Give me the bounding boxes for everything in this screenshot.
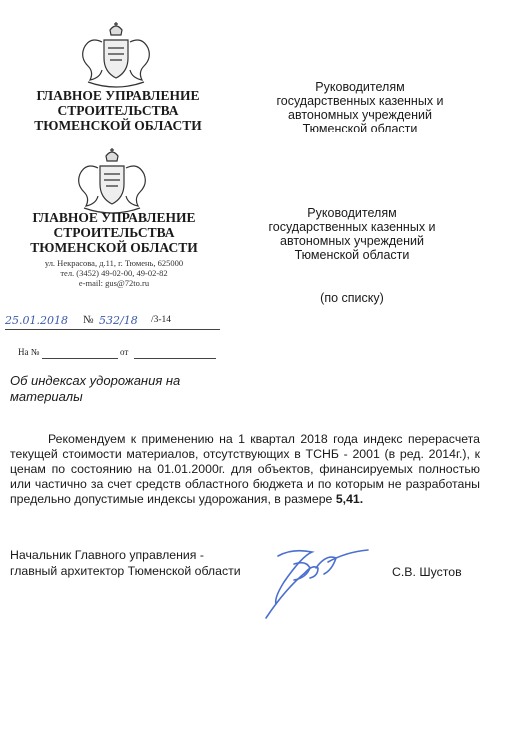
registration-underline	[5, 329, 220, 330]
org-line: ТЮМЕНСКОЙ ОБЛАСТИ	[30, 240, 198, 255]
signatory-title	[10, 547, 270, 579]
reference-number-line	[42, 358, 118, 359]
organization-name	[25, 210, 203, 255]
signer-name: С.В. Шустов	[392, 565, 462, 579]
reference-number-label: На №	[18, 347, 40, 357]
recipient-line: Тюменской области	[302, 122, 418, 132]
organization-address	[25, 258, 203, 288]
recipient-line: Тюменской области	[294, 248, 410, 262]
reference-row	[18, 347, 218, 361]
recipient-block	[254, 206, 450, 262]
reference-date-label: от	[120, 347, 129, 357]
recipient-line: Руководителям	[307, 206, 397, 220]
registration-date: 25.01.2018	[5, 314, 68, 327]
body-text: Рекомендуем к применению на 1 квартал 2018 года индекс перерасчета текущей стоимости материалов, отсутствующих в ТСНБ - 2001 (в ред. 2014г.), к ценам по состоянию на 01.01.2000г. для объектов, финансируемых полностью или частично за счет средств областного бюджета и по которым не разработаны предельно допустимые индексы удорожания, в размере	[10, 432, 480, 506]
address-line: e-mail: gus@72to.ru	[78, 278, 150, 288]
coat-of-arms-emblem	[72, 146, 152, 218]
org-line: ГЛАВНОЕ УПРАВЛЕНИЕ	[32, 210, 196, 225]
recipient-line: Руководителям	[315, 80, 405, 94]
recipient-line: автономных учреждений	[280, 234, 424, 248]
registration-row	[5, 314, 220, 332]
letter-body	[10, 432, 480, 507]
letter-subject: Об индексах удорожания на материалы	[10, 373, 181, 404]
distribution-note: (по списку)	[320, 291, 384, 305]
registration-number-label: №	[83, 314, 94, 326]
org-line: ТЮМЕНСКОЙ ОБЛАСТИ	[34, 118, 202, 133]
index-value: 5,41.	[335, 492, 364, 506]
handwritten-signature	[260, 540, 380, 620]
org-line: СТРОИТЕЛЬСТВА	[57, 103, 179, 118]
reference-date-line	[134, 358, 216, 359]
address-line: ул. Некрасова, д.11, г. Тюмень, 625000	[44, 258, 184, 268]
signatory-title-line: Начальник Главного управления -	[10, 548, 204, 562]
organization-name-top	[30, 88, 206, 133]
recipient-line: государственных казенных и	[268, 220, 436, 234]
registration-number: 532/18	[99, 314, 138, 327]
recipient-line: автономных учреждений	[288, 108, 432, 122]
org-line: ГЛАВНОЕ УПРАВЛЕНИЕ	[36, 88, 200, 103]
registration-number-suffix: /3-14	[151, 315, 172, 325]
signatory-title-line: главный архитектор Тюменской области	[10, 564, 241, 578]
recipient-line: государственных казенных и	[276, 94, 444, 108]
org-line: СТРОИТЕЛЬСТВА	[53, 225, 175, 240]
recipient-block-top	[262, 80, 458, 132]
address-line: тел. (3452) 49-02-00, 49-02-82	[60, 268, 168, 278]
coat-of-arms-emblem	[76, 20, 156, 92]
